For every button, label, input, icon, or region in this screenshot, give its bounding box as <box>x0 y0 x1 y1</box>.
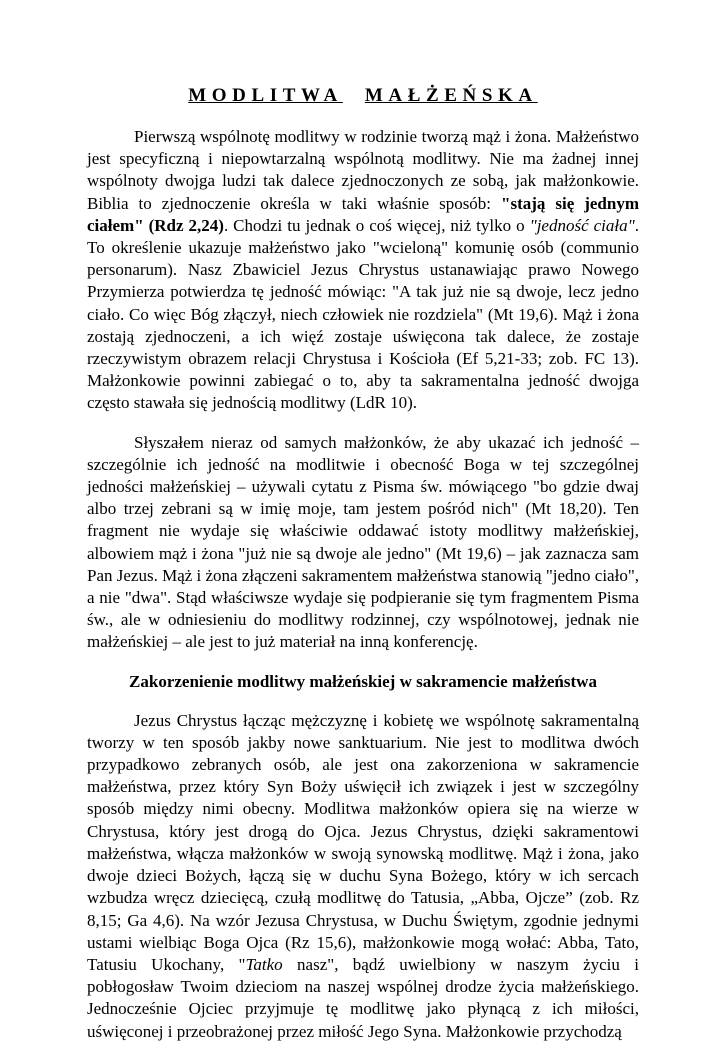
paragraph-1-text-c: . Chodzi tu jednak o coś więcej, niż tylko o <box>223 215 530 235</box>
section-heading: Zakorzenienie modlitwy małżeńskiej w sakramencie małżeństwa <box>129 671 597 691</box>
paragraph-3-italic-word: Tatko <box>245 954 283 974</box>
paragraph-3-text-a: Jezus Chrystus łącząc mężczyznę i kobietę we wspólnotę sakramentalną tworzy w ten sposób jakby nowe sanktuarium. Nie jest to modlitwa dwóch przypadkowo zebranych osób, ale jest ona zakorzeniona w sakramencie małżeństwa, przez który Syn Boży uświęcił ich związek i jest w szczególny sposób między nimi obecny. Modlitwa małżonków opiera się na wierze w Chrystusa, który jest drogą do Ojca. Jezus Chrystus, dzięki sakramentowi małżeństwa, włącza małżonków w swoją synowską modlitwę. Mąż i żona, jako dwoje dzieci Bożych, łączą się w duchu Syna Bożego, który w ich sercach wzbudza wręcz dziecięcą, czułą modlitwę do Tatusia, „Abba, Ojcze” (zob. Rz 8,15; Ga 4,6). Na wzór Jezusa Chrystusa, w Duchu Świętym, zgodnie jednymi ustami wielbiąc Boga Ojca (Rz 15,6), małżonkowie mogą wołać: Abba, Tato, Tatusiu Ukochany, " <box>87 710 639 974</box>
document-page <box>87 84 639 1043</box>
paragraph-1-bold-quote: "stają się jednym ciałem" (Rdz 2,24) <box>87 193 639 235</box>
paragraph-3-text-c: nasz", bądź uwielbiony w naszym życiu i pobłogosław Twoim dzieciom na naszej wspólnej drodze życia małżeńskiego. Jednocześnie Ojciec przyjmuje tę modlitwę jako płynącą z ich miłości, uświęconej i przeobrażonej przez miłość Jego Syna. Małżonkowie przychodzą <box>87 954 639 1041</box>
paragraph-2: Słyszałem nieraz od samych małżonków, że aby ukazać ich jedność – szczególnie ich jedność na modlitwie i obecność Boga w tej szczególnej jedności małżeńskiej – używali cytatu z Pisma św. mówiącego "bo gdzie dwaj albo trzej zebrani są w imię moje, tam jestem pośród nich" (Mt 18,20). Ten fragment nie wydaje się właściwie oddawać istoty modlitwy małżeńskiej, albowiem mąż i żona "już nie są dwoje ale jedno" (Mt 19,6) – jak zaznacza sam Pan Jezus. Mąż i żona złączeni sakramentem małżeństwa stanowią "jedno ciało", a nie "dwa". Stąd właściwsze wydaje się podpieranie się tym fragmentem Pisma św., ale w odniesieniu do modlitwy rodzinnej, czy wspólnotowej, jednak nie małżeńskiej – ale jest to już materiał na inną konferencję. <box>87 432 640 652</box>
paragraph-1-text-e: . To określenie ukazuje małżeństwo jako "wcieloną" komunię osób (communio personarum). Nasz Zbawiciel Jezus Chrystus ustanawiając prawo Nowego Przymierza potwierdza tę jedność mówiąc: "A tak już nie są dwoje, lecz jedno ciało. Co więc Bóg złączył, niech człowiek nie rozdziela" (Mt 19,6). Mąż i żona zostają zjednoczeni, a ich więź zostaje uświęcona tak dalece, że zostaje rzeczywistym obrazem relacji Chrystusa i Kościoła (Ef 5,21-33; zob. FC 13). Małżonkowie powinni zabiegać o to, aby ta sakramentalna jedność dwojga często stawała się jednością modlitwy (LdR 10). <box>87 215 639 413</box>
paragraph-1 <box>87 126 639 415</box>
paragraph-3 <box>87 710 639 1043</box>
document-title <box>87 84 639 108</box>
title-word-2: MAŁŻEŃSKA <box>364 85 538 106</box>
paragraph-1-text-a: Pierwszą wspólnotę modlitwy w rodzinie tworzą mąż i żona. Małżeństwo jest specyficzną i niepowtarzalną wspólnotą modlitwy. Nie ma żadnej innej wspólnoty dwojga ludzi tak dalece zjednoczonych ze sobą, jak małżonkowie. Biblia to zjednoczenie określa w taki właśnie sposób: <box>87 127 639 213</box>
title-word-1: MODLITWA <box>188 85 343 106</box>
paragraph-1-italic-quote: "jedność ciała" <box>529 215 635 235</box>
